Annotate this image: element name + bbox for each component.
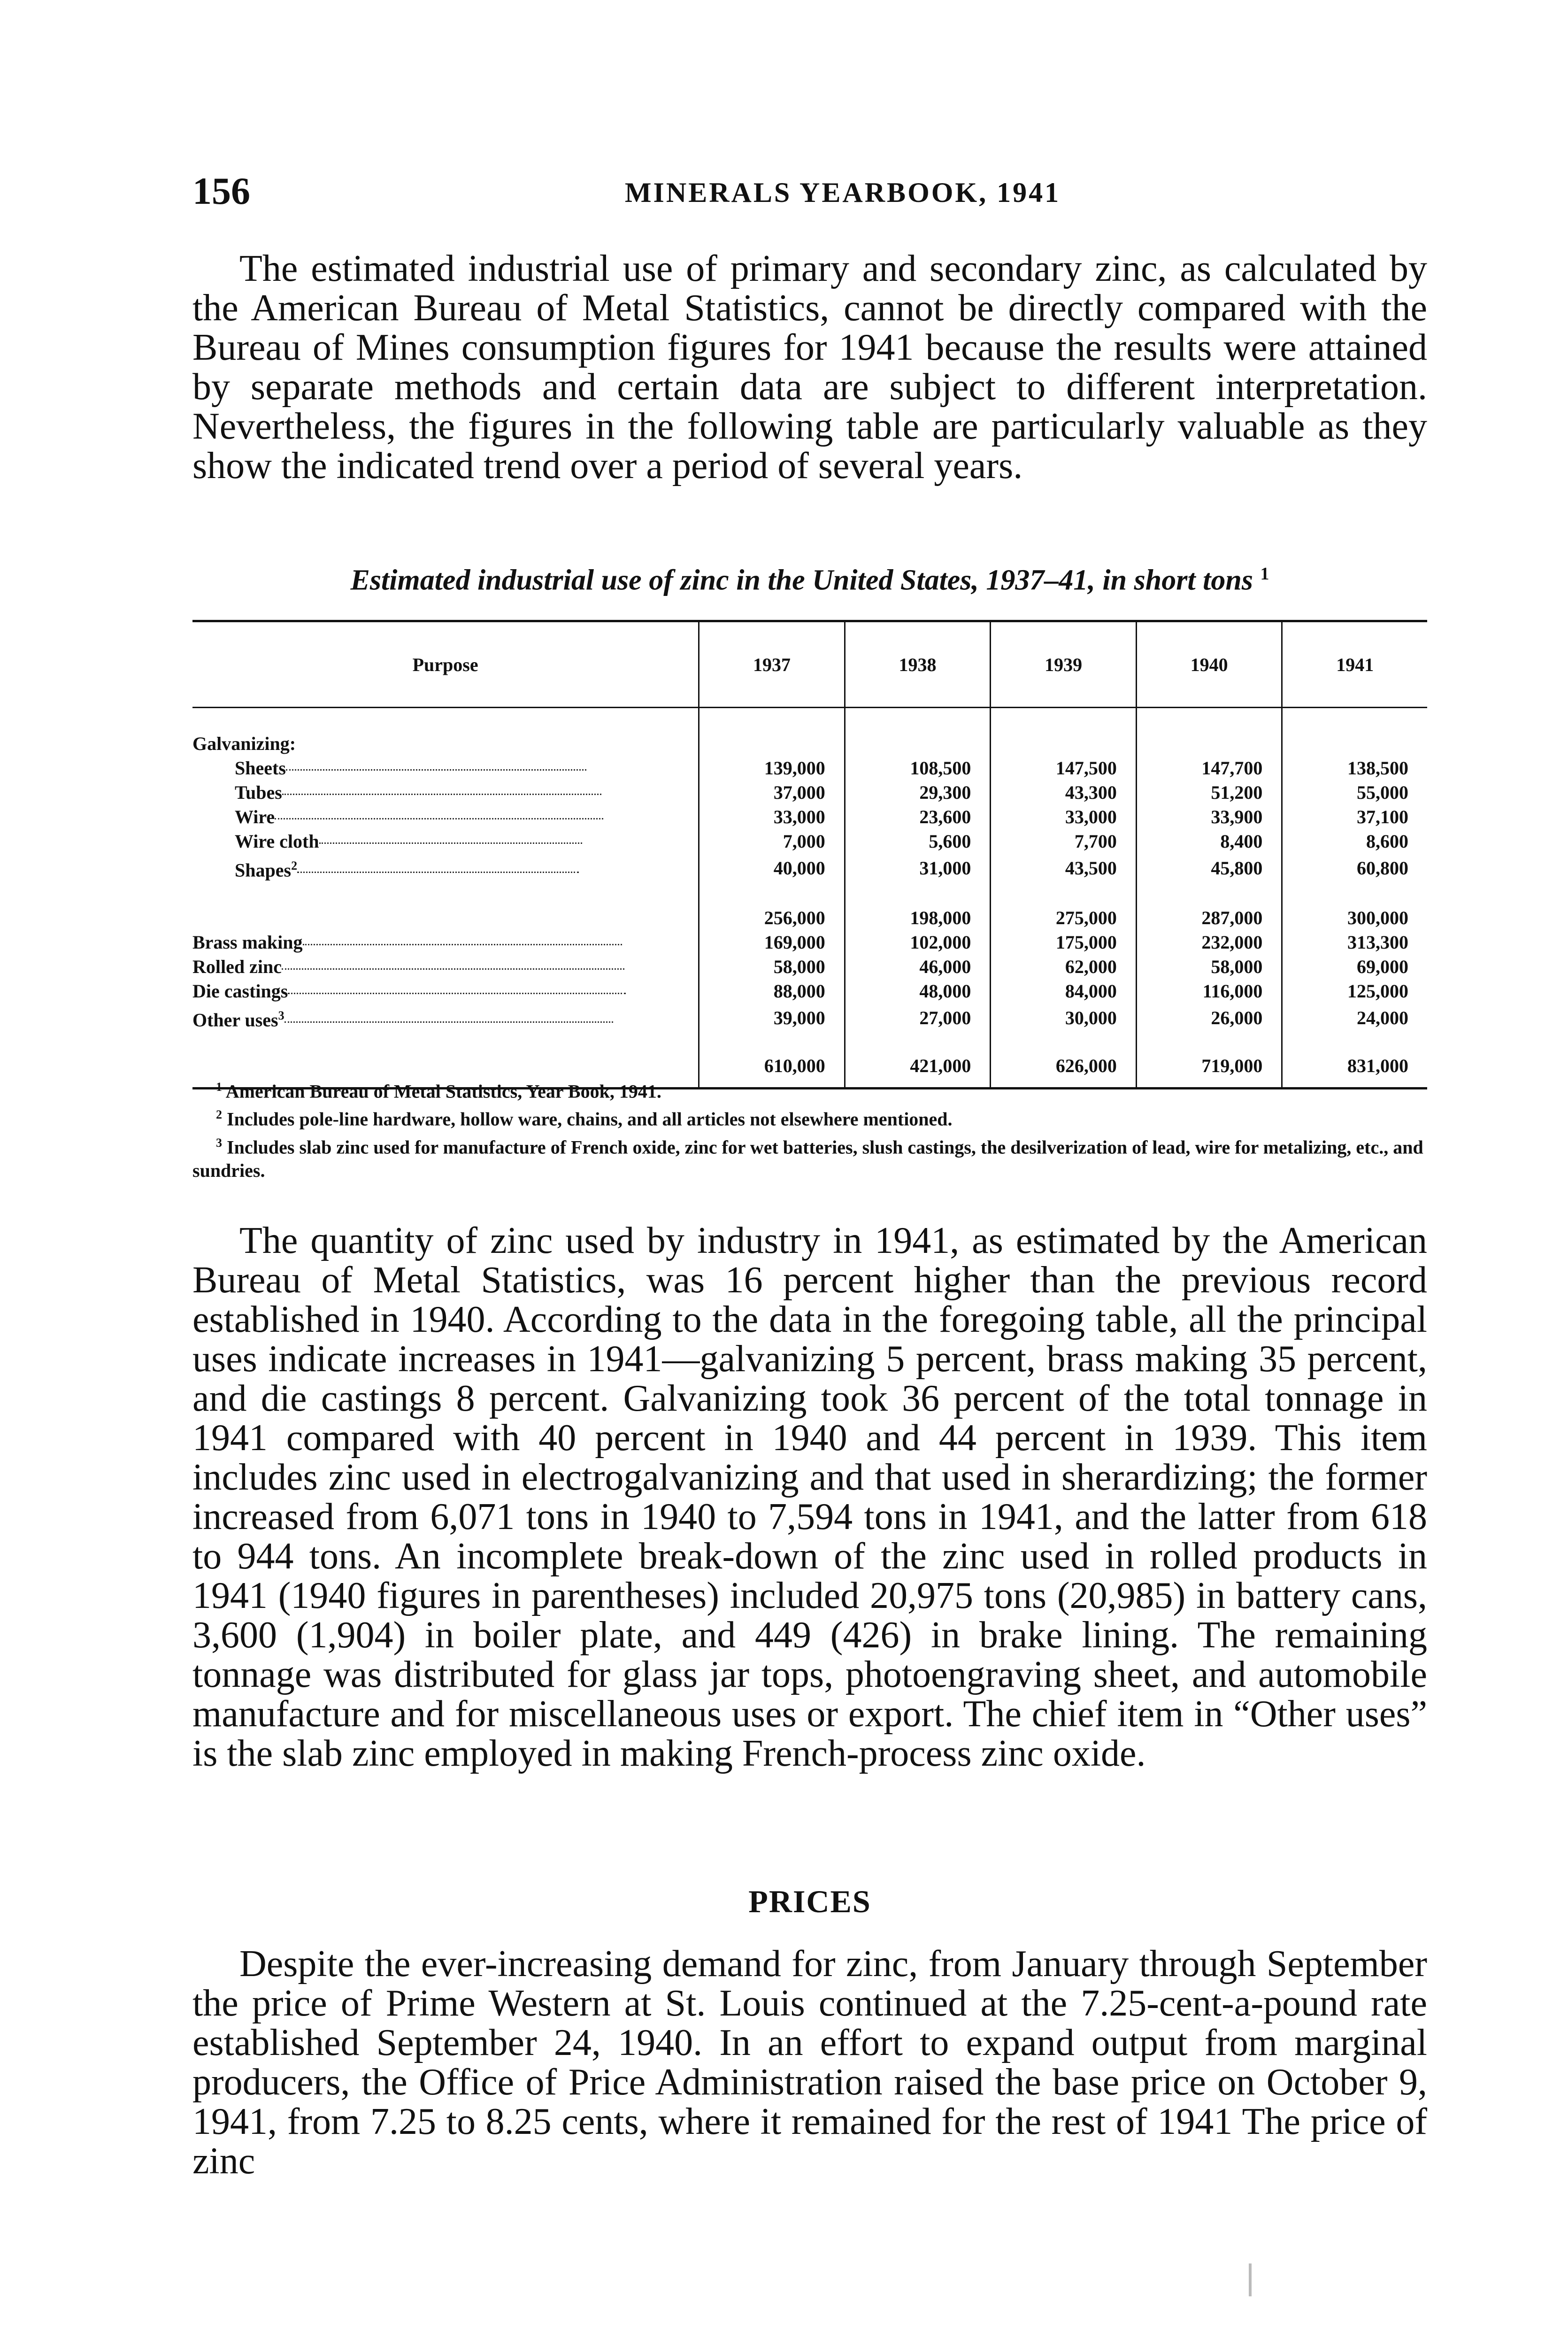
table-cell: 175,000 bbox=[991, 930, 1137, 955]
header-1938: 1938 bbox=[845, 621, 991, 708]
table-cell: 7,000 bbox=[699, 829, 845, 854]
table-cell: 69,000 bbox=[1282, 955, 1427, 979]
table-cell: 23,600 bbox=[845, 805, 991, 829]
footnote bbox=[192, 1075, 1427, 1103]
table-cell: 58,000 bbox=[699, 955, 845, 979]
table-cell: 719,000 bbox=[1136, 1045, 1282, 1089]
table-cell: 24,000 bbox=[1282, 1004, 1427, 1032]
footnote-mark: 3 bbox=[216, 1135, 222, 1150]
table-row bbox=[192, 829, 1427, 854]
table-cell: 313,300 bbox=[1282, 930, 1427, 955]
galvanizing-total-row bbox=[192, 906, 1427, 930]
row-label bbox=[192, 756, 699, 780]
running-head bbox=[192, 169, 1427, 216]
table-cell: 147,500 bbox=[991, 756, 1137, 780]
table-cell: 108,500 bbox=[845, 756, 991, 780]
table-cell: 147,700 bbox=[1136, 756, 1282, 780]
table-cell: 37,000 bbox=[699, 780, 845, 805]
table-caption-text: Estimated industrial use of zinc in the United States, 1937–41, in short tons bbox=[350, 564, 1253, 596]
footnote bbox=[192, 1103, 1427, 1131]
table-caption-footnote-mark: 1 bbox=[1260, 564, 1269, 584]
header-1937: 1937 bbox=[699, 621, 845, 708]
table-cell: 102,000 bbox=[845, 930, 991, 955]
table-cell: 300,000 bbox=[1282, 906, 1427, 930]
table-caption bbox=[192, 564, 1427, 597]
table-cell: 256,000 bbox=[699, 906, 845, 930]
intro-paragraph: The estimated industrial use of primary and secondary zinc, as calculated by the American Bureau of Metal Statistics, cannot be directly compared with the Bureau of Mines consumption figures for 1941 because the results were attained by separate methods and certain data are subject to different interpretation. Nevertheless, the figures in the following table are particularly valuable as they show the indicated trend over a period of several years. bbox=[192, 248, 1427, 487]
table-spacer bbox=[192, 708, 1427, 732]
table-cell: 138,500 bbox=[1282, 756, 1427, 780]
table-cell: 831,000 bbox=[1282, 1045, 1427, 1089]
table-cell: 51,200 bbox=[1136, 780, 1282, 805]
table-cell: 287,000 bbox=[1136, 906, 1282, 930]
table-cell: 421,000 bbox=[845, 1045, 991, 1089]
footnote-text: Includes pole-line hardware, hollow ware, chains, and all articles not elsewhere mentioned. bbox=[227, 1108, 953, 1130]
table-cell: 31,000 bbox=[845, 854, 991, 882]
table-cell: 26,000 bbox=[1136, 1004, 1282, 1032]
table-cell: 626,000 bbox=[991, 1045, 1137, 1089]
table-cell: 610,000 bbox=[699, 1045, 845, 1089]
row-label bbox=[192, 955, 699, 979]
table-row bbox=[192, 780, 1427, 805]
table-row bbox=[192, 979, 1427, 1004]
table-cell: 88,000 bbox=[699, 979, 845, 1004]
dot-leader bbox=[275, 818, 603, 819]
table-cell: 48,000 bbox=[845, 979, 991, 1004]
section-heading-prices: PRICES bbox=[748, 1884, 871, 1919]
dot-leader bbox=[284, 1021, 613, 1023]
table-cell: 198,000 bbox=[845, 906, 991, 930]
table-spacer bbox=[192, 882, 1427, 906]
table-cell: 33,000 bbox=[991, 805, 1137, 829]
table-cell: 275,000 bbox=[991, 906, 1137, 930]
table-cell: 8,400 bbox=[1136, 829, 1282, 854]
footnote-mark: 3 bbox=[278, 1009, 284, 1023]
table-row bbox=[192, 805, 1427, 829]
table-cell: 37,100 bbox=[1282, 805, 1427, 829]
table-cell: 58,000 bbox=[1136, 955, 1282, 979]
footnote bbox=[192, 1131, 1427, 1182]
dot-leader bbox=[282, 794, 601, 795]
zinc-use-table bbox=[192, 620, 1427, 1089]
row-label bbox=[192, 979, 699, 1004]
table-cell: 169,000 bbox=[699, 930, 845, 955]
table-cell: 116,000 bbox=[1136, 979, 1282, 1004]
row-label-text: Wire bbox=[235, 806, 275, 827]
row-label-text: Die castings bbox=[192, 981, 288, 1002]
footnote-mark: 1 bbox=[216, 1080, 222, 1094]
table-cell: 84,000 bbox=[991, 979, 1137, 1004]
row-label bbox=[192, 930, 699, 955]
dot-leader bbox=[288, 993, 626, 994]
page-number: 156 bbox=[192, 170, 250, 212]
dot-leader bbox=[303, 944, 622, 945]
table-cell: 33,900 bbox=[1136, 805, 1282, 829]
table-row bbox=[192, 955, 1427, 979]
dot-leader bbox=[319, 842, 582, 844]
table-cell: 8,600 bbox=[1282, 829, 1427, 854]
footnote-mark: 2 bbox=[216, 1108, 222, 1122]
table-footnotes bbox=[192, 1075, 1427, 1182]
table-cell: 7,700 bbox=[991, 829, 1137, 854]
dot-leader bbox=[282, 968, 624, 970]
row-label-text: Wire cloth bbox=[235, 831, 319, 852]
table-row bbox=[192, 930, 1427, 955]
header-1939: 1939 bbox=[991, 621, 1137, 708]
header-purpose: Purpose bbox=[192, 621, 699, 708]
table-cell: 232,000 bbox=[1136, 930, 1282, 955]
row-label bbox=[192, 805, 699, 829]
table-cell: 43,500 bbox=[991, 854, 1137, 882]
row-label-text: Brass making bbox=[192, 932, 303, 953]
row-label-text: Tubes bbox=[235, 782, 282, 803]
table-cell: 39,000 bbox=[699, 1004, 845, 1032]
table-cell: 125,000 bbox=[1282, 979, 1427, 1004]
header-1940: 1940 bbox=[1136, 621, 1282, 708]
table-row bbox=[192, 1004, 1427, 1032]
table-cell: 62,000 bbox=[991, 955, 1137, 979]
row-label bbox=[192, 829, 699, 854]
table-cell: 139,000 bbox=[699, 756, 845, 780]
footnote-text: American Bureau of Metal Statistics, Year Book, 1941. bbox=[225, 1081, 661, 1102]
header-1941: 1941 bbox=[1282, 621, 1427, 708]
row-label-text: Shapes bbox=[235, 859, 292, 881]
table-cell: 60,800 bbox=[1282, 854, 1427, 882]
table-row bbox=[192, 732, 1427, 756]
analysis-paragraph: The quantity of zinc used by industry in 1941, as estimated by the American Bureau of Metal Statistics, was 16 percent higher than the previous record established in 1940. According to the data in the foregoing table, all the principal uses indicate increases in 1941—galvanizing 5 percent, brass making 35 percent, and die castings 8 percent. Galvanizing took 36 percent of the total tonnage in 1941 compared with 40 percent in 1940 and 44 percent in 1939. This item includes zinc used in electrogalvanizing and that used in sherardizing; the former increased from 6,071 tons in 1940 to 7,594 tons in 1941, and the latter from 618 to 944 tons. An incomplete break-down of the zinc used in rolled products in 1941 (1940 figures in parentheses) included 20,975 tons (20,985) in battery cans, 3,600 (1,904) in boiler plate, and 449 (426) in brake lining. The remaining tonnage was distributed for glass jar tops, photoengraving sheet, and automobile manufacture and for miscellaneous uses or export. The chief item in “Other uses” is the slab zinc employed in making French-process zinc oxide. bbox=[192, 1220, 1427, 1774]
table-cell: 5,600 bbox=[845, 829, 991, 854]
row-label bbox=[192, 854, 699, 882]
footnote-mark: 2 bbox=[291, 859, 298, 873]
table-cell: 43,300 bbox=[991, 780, 1137, 805]
table-row bbox=[192, 854, 1427, 882]
scan-artifact bbox=[1249, 2263, 1252, 2296]
row-label-text: Sheets bbox=[235, 757, 286, 779]
row-label bbox=[192, 780, 699, 805]
table-cell: 46,000 bbox=[845, 955, 991, 979]
dot-leader bbox=[286, 769, 586, 771]
table-row bbox=[192, 756, 1427, 780]
dot-leader bbox=[297, 872, 579, 873]
table-cell: 27,000 bbox=[845, 1004, 991, 1032]
row-label-text: Rolled zinc bbox=[192, 956, 282, 978]
book-title: MINERALS YEARBOOK, 1941 bbox=[624, 177, 1061, 208]
galvanizing-label: Galvanizing: bbox=[192, 733, 296, 754]
table-cell: 45,800 bbox=[1136, 854, 1282, 882]
row-label-text: Other uses bbox=[192, 1009, 278, 1031]
table-cell: 33,000 bbox=[699, 805, 845, 829]
table-header-row bbox=[192, 621, 1427, 708]
table-cell: 55,000 bbox=[1282, 780, 1427, 805]
row-label bbox=[192, 1004, 699, 1032]
footnote-text: Includes slab zinc used for manufacture of French oxide, zinc for wet batteries, slush castings, the desilverization of lead, wire for metalizing, etc., and sundries. bbox=[192, 1136, 1423, 1181]
table-spacer bbox=[192, 1033, 1427, 1045]
table-cell: 30,000 bbox=[991, 1004, 1137, 1032]
table-cell: 29,300 bbox=[845, 780, 991, 805]
prices-paragraph: Despite the ever-increasing demand for zinc, from January through September the price of Prime Western at St. Louis continued at the 7.25-cent-a-pound rate established September 24, 1940. In an effort to expand output from marginal producers, the Office of Price Administration raised the base price on October 9, 1941, from 7.25 to 8.25 cents, where it remained for the rest of 1941 The price of zinc bbox=[192, 1943, 1427, 2182]
table-cell: 40,000 bbox=[699, 854, 845, 882]
